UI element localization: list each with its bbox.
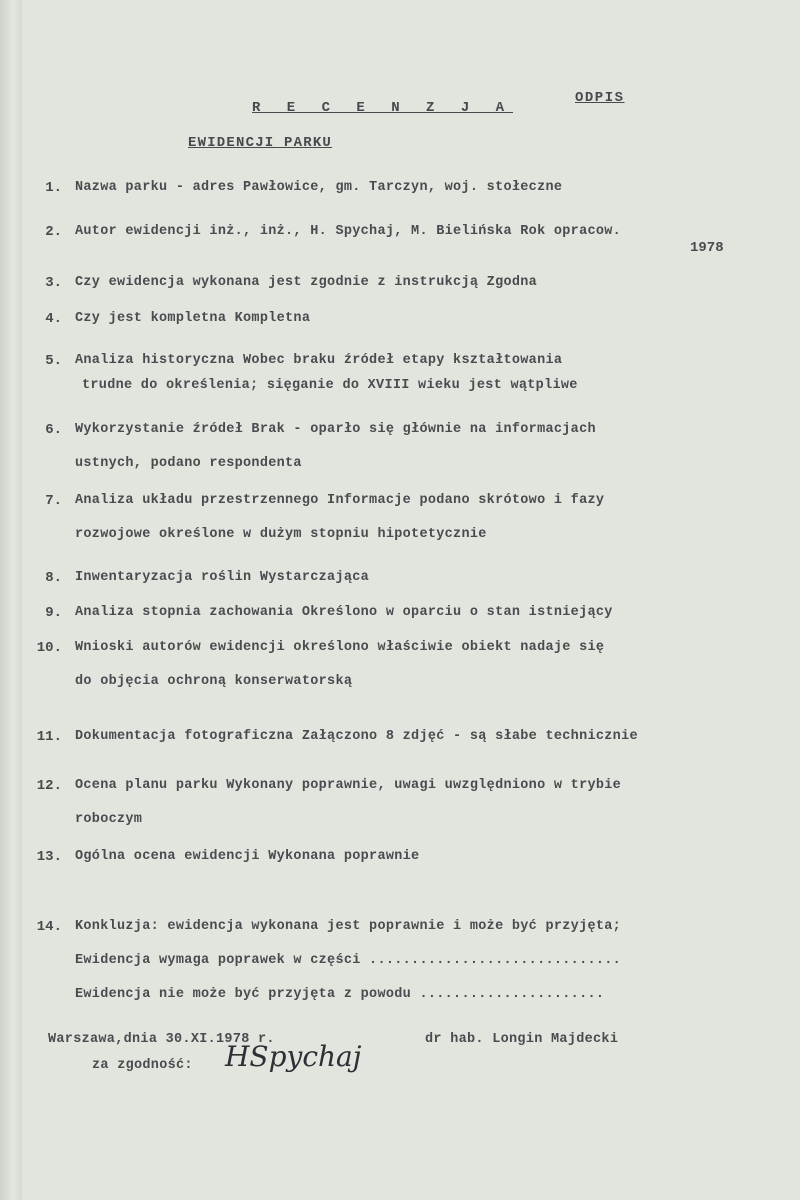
item-number: 3. <box>45 275 62 291</box>
item-number: 13. <box>36 849 62 865</box>
item-number: 7. <box>45 493 62 509</box>
item-line: Inwentaryzacja roślin Wystarczająca <box>75 570 370 585</box>
document-title: R E C E N Z J A <box>252 100 514 116</box>
handwritten-signature: HSpychaj <box>225 1040 362 1073</box>
item-number: 8. <box>45 570 62 586</box>
place-date: Warszawa,dnia 30.XI.1978 r. <box>48 1032 275 1047</box>
item-number: 5. <box>45 353 62 369</box>
copy-mark: ODPIS <box>575 90 625 106</box>
page-edge <box>0 0 23 1200</box>
conclusion-line: Konkluzja: ewidencja wykonana jest poprawnie i może być przyjęta; <box>75 919 622 934</box>
item-number: 9. <box>45 605 62 621</box>
item-line: Analiza stopnia zachowania Określono w oparciu o stan istniejący <box>75 605 613 620</box>
item-line: ustnych, podano respondenta <box>75 456 302 471</box>
item-line: roboczym <box>75 812 143 827</box>
item-line: Wnioski autorów ewidencji określono właściwie obiekt nadaje się <box>75 640 605 655</box>
item-number: 10. <box>36 640 62 656</box>
item-line: Analiza układu przestrzennego Informacje podano skrótowo i fazy <box>75 493 605 508</box>
item-line: Ocena planu parku Wykonany poprawnie, uwagi uwzględniono w trybie <box>75 778 622 793</box>
item-line: trudne do określenia; sięganie do XVIII wieku jest wątpliwe <box>82 378 578 393</box>
item-line: do objęcia ochroną konserwatorską <box>75 674 353 689</box>
reviewer-name: dr hab. Longin Majdecki <box>425 1032 619 1047</box>
item-number: 1. <box>45 180 62 196</box>
item-number: 11. <box>36 729 62 745</box>
item-line: Nazwa parku - adres Pawłowice, gm. Tarczyn, woj. stołeczne <box>75 180 563 195</box>
item-number: 12. <box>36 778 62 794</box>
item-number: 4. <box>45 311 62 327</box>
item-year: 1978 <box>690 240 724 256</box>
item-line: Wykorzystanie źródeł Brak - oparło się głównie na informacjach <box>75 422 596 437</box>
item-number: 2. <box>45 224 62 240</box>
item-line: rozwojowe określone w dużym stopniu hipotetycznie <box>75 527 487 542</box>
conformity-label: za zgodność: <box>92 1058 193 1073</box>
item-line: Ogólna ocena ewidencji Wykonana poprawnie <box>75 849 420 864</box>
item-line: Analiza historyczna Wobec braku źródeł etapy kształtowania <box>75 353 563 368</box>
conclusion-line: Ewidencja nie może być przyjęta z powodu ...................... <box>75 987 605 1002</box>
conclusion-line: Ewidencja wymaga poprawek w części .............................. <box>75 953 622 968</box>
item-line: Dokumentacja fotograficzna Załączono 8 zdjęć - są słabe technicznie <box>75 729 638 744</box>
item-line: Czy jest kompletna Kompletna <box>75 311 311 326</box>
item-line: Autor ewidencji inż., inż., H. Spychaj, M. Bielińska Rok opracow. <box>75 224 622 239</box>
item-line: Czy ewidencja wykonana jest zgodnie z instrukcją Zgodna <box>75 275 538 290</box>
item-number: 14. <box>36 919 62 935</box>
item-number: 6. <box>45 422 62 438</box>
document-subtitle: EWIDENCJI PARKU <box>188 135 333 151</box>
